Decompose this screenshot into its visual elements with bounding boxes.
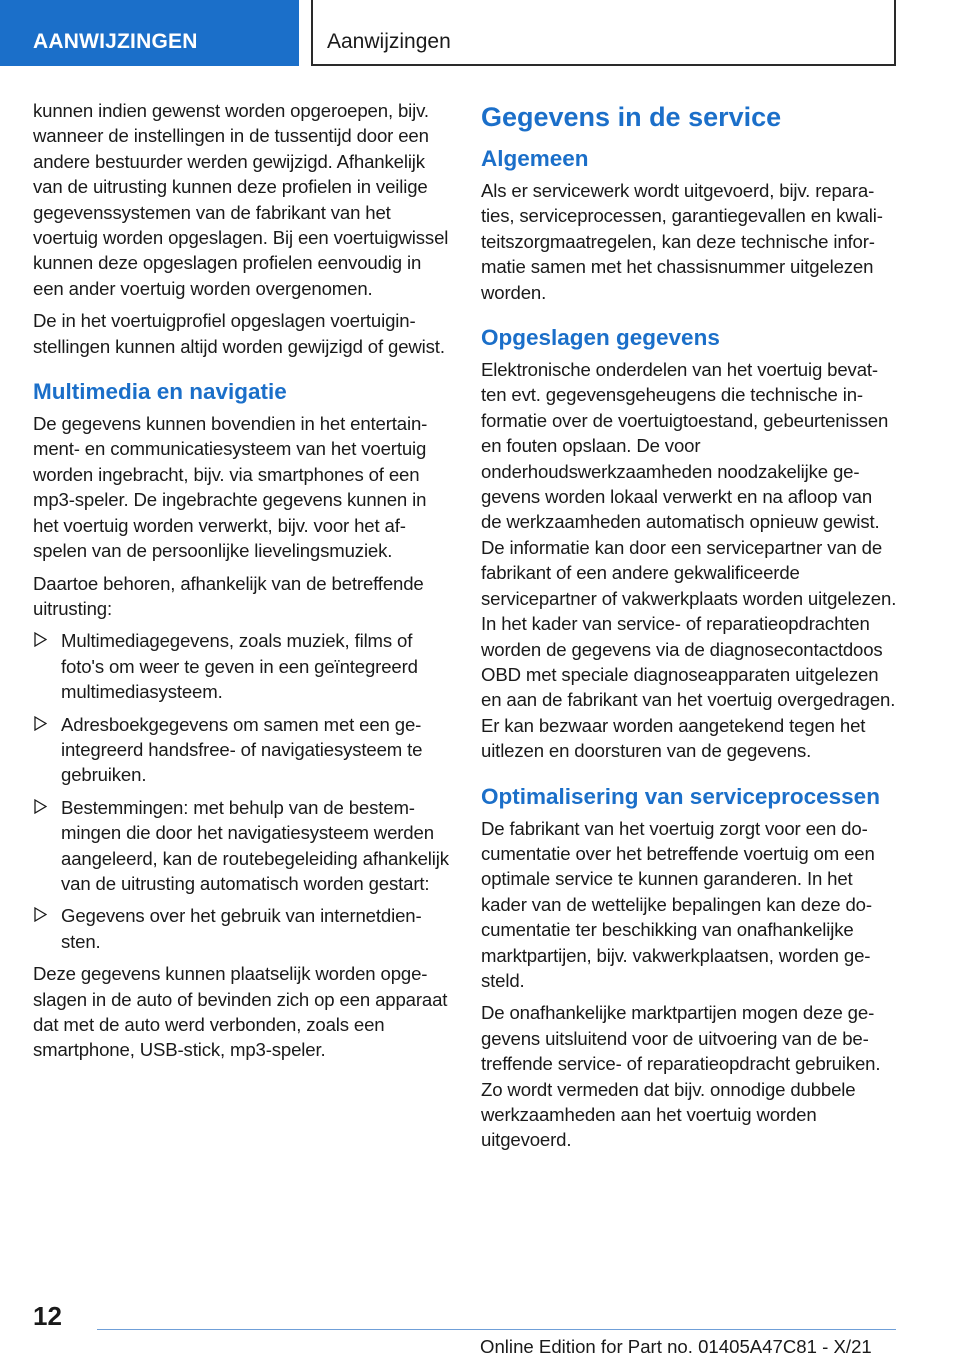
- list-item-text: Bestemmingen: met behulp van de bestemmingen die door het navigatiesysteem werden aangeleerd, kan de routebegeleiding afhankelijk van de uitrusting automatisch worden gestart:: [61, 796, 449, 894]
- edition-footer: Online Edition for Part no. 01405A47C81 - X/21: [480, 1336, 872, 1357]
- bullet-list: [33, 628, 449, 954]
- paragraph-profiles-stored: kunnen indien gewenst worden opgeroepen, bijv. wanneer de instellingen in de tussentijd door een andere bestuurder werden gewijzigd. Afhankelijk van de uitrusting kunnen deze profielen in veilige gegevenssystemen van de fabrikant van het voertuig worden opgeslagen. Bij een voertuigwissel kunnen deze opgeslagen profielen eenvoudig in een ander voertuig worden overgenomen.: [33, 100, 449, 299]
- paragraph-data-memory: Elektronische onderdelen van het voertuig bevatten evt. gegevensgeheugens die technische informatie over de voertuigtoestand, gebeurtenissen en fouten opslaan. De voor onderhoudswerkzaamheden noodzakelijke gegevens worden lokaal verwerkt en na afloop van de werkzaamheden automatisch opnieuw gewist. De informatie kan door een servicepartner van de fabrikant of een andere gekwalificeerde servicepartner of vakwerkplaats worden uitgelezen. In het kader van service- of reparatieopdrachten worden de gegevens via de diagnosecontactdoos OBD met speciale diagnoseapparaten uitgelezen en aan de fabrikant van het voertuig overgedragen. Er kan bezwaar worden aangetekend tegen het uitlezen en doorsturen van de gegevens.: [481, 359, 897, 762]
- heading-multimedia: Multimedia en navigatie: [33, 379, 287, 405]
- paragraph-equipment: Daartoe behoren, afhankelijk van de betreffende uitrusting:: [33, 572, 424, 619]
- heading-service-optimization: Optimalisering van serviceprocessen: [481, 783, 880, 809]
- triangle-bullet-icon: [34, 632, 47, 647]
- heading-stored-data: Opgeslagen gegevens: [481, 325, 720, 351]
- page-number: 12: [33, 1301, 62, 1331]
- right-column: [481, 98, 897, 1160]
- triangle-bullet-icon: [34, 716, 47, 731]
- heading-service-data: Gegevens in de service: [481, 102, 782, 132]
- list-item: [33, 795, 449, 897]
- left-column: [33, 98, 449, 1070]
- list-item: [33, 903, 449, 954]
- section-title: Aanwijzingen: [311, 0, 896, 66]
- paragraph-service-work: Als er servicewerk wordt uitgevoerd, bijv. reparaties, serviceprocessen, garantiegevallen en kwaliteitszorgmaatregelen, kan deze technische informatie samen met het chassisnummer uitgelezen worden.: [481, 180, 883, 303]
- list-item: [33, 628, 449, 704]
- triangle-bullet-icon: [34, 799, 47, 814]
- paragraph-independent-parties: De onafhankelijke marktpartijen mogen deze gegevens uitsluitend voor de uitvoering van de betreffende service- of reparatieopdracht gebruiken. Zo wordt vermeden dat bijv. onnodige dubbele werkzaamheden aan het voertuig worden uitgevoerd.: [481, 1002, 881, 1151]
- list-item-text: Multimediagegevens, zoals muziek, films of foto's om weer te geven in een geïntegreerd multimediasysteem.: [61, 630, 418, 703]
- list-item-text: Gegevens over het gebruik van internetdiensten.: [61, 905, 422, 952]
- paragraph-local-storage: Deze gegevens kunnen plaatselijk worden opgeslagen in de auto of bevinden zich op een apparaat dat met de auto werd verbonden, zoals een smartphone, USB-stick, mp3-speler.: [33, 963, 448, 1061]
- list-item: [33, 712, 449, 788]
- paragraph-multimedia-intro: De gegevens kunnen bovendien in het entertainment- en communicatiesysteem van het voertuig worden ingebracht, bijv. via smartphones of een mp3-speler. De ingebrachte gegevens kunnen in het voertuig worden verwerkt, bijv. voor het afspelen van de persoonlijke lievelingsmuziek.: [33, 413, 428, 562]
- list-item-text: Adresboekgegevens om samen met een geintegreerd handsfree- of navigatiesysteem te gebruiken.: [61, 713, 423, 786]
- chapter-tab[interactable]: AANWIJZINGEN: [0, 0, 299, 66]
- footer-divider: [97, 1329, 896, 1330]
- heading-general: Algemeen: [481, 146, 589, 171]
- paragraph-documentation: De fabrikant van het voertuig zorgt voor een documentatie over het betreffende voertuig om een optimale service te kunnen garanderen. In het kader van de wettelijke bepalingen kan deze documentatie ter beschikking van onafhankelijke marktpartijen, bijv. vakwerkplaatsen, worden gesteld.: [481, 817, 875, 991]
- triangle-bullet-icon: [34, 907, 47, 922]
- paragraph-profiles-changeable: De in het voertuigprofiel opgeslagen voertuiginstellingen kunnen altijd worden gewijzigd of gewist.: [33, 310, 445, 357]
